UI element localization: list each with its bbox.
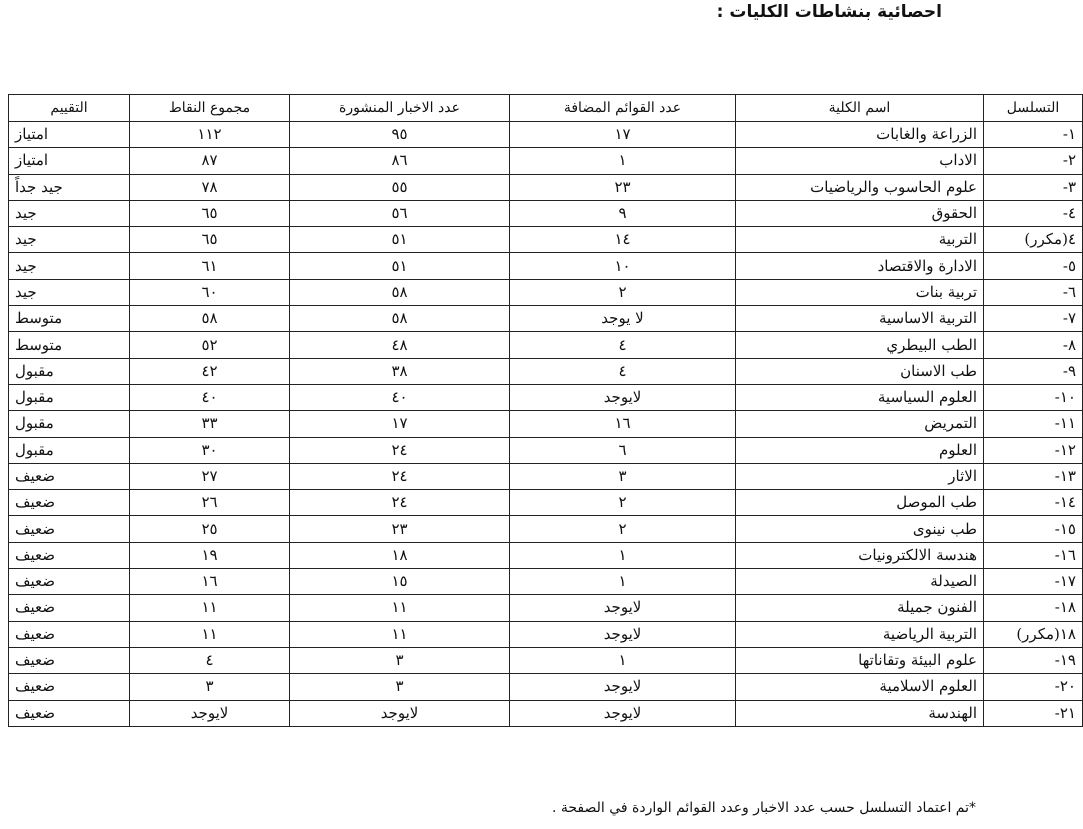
table-row — [9, 542, 1083, 568]
cell-rating: جيد — [9, 253, 130, 279]
header-news: عدد الاخبار المنشورة — [290, 95, 510, 122]
cell-name: التربية — [736, 227, 984, 253]
cell-rating: جيد — [9, 200, 130, 226]
cell-points: ٤٢ — [130, 358, 290, 384]
table-row — [9, 279, 1083, 305]
cell-points: ١٩ — [130, 542, 290, 568]
cell-seq: ١٧- — [984, 569, 1083, 595]
cell-name: الهندسة — [736, 700, 984, 726]
cell-points: ٣٠ — [130, 437, 290, 463]
cell-seq: ٢٠- — [984, 674, 1083, 700]
cell-points: لايوجد — [130, 700, 290, 726]
cell-seq: ٤(مكرر) — [984, 227, 1083, 253]
cell-news: ٤٠ — [290, 384, 510, 410]
cell-rating: امتياز — [9, 148, 130, 174]
cell-name: العلوم السياسية — [736, 384, 984, 410]
cell-seq: ١٤- — [984, 490, 1083, 516]
cell-news: ١٥ — [290, 569, 510, 595]
cell-seq: ٥- — [984, 253, 1083, 279]
cell-points: ٢٥ — [130, 516, 290, 542]
cell-lists: ١ — [510, 542, 736, 568]
cell-points: ٦٥ — [130, 200, 290, 226]
cell-rating: ضعيف — [9, 463, 130, 489]
cell-lists: ١٠ — [510, 253, 736, 279]
cell-news: ٢٤ — [290, 463, 510, 489]
cell-news: ٢٤ — [290, 490, 510, 516]
cell-lists: ١٦ — [510, 411, 736, 437]
cell-seq: ٢١- — [984, 700, 1083, 726]
table-row — [9, 647, 1083, 673]
cell-name: الادارة والاقتصاد — [736, 253, 984, 279]
cell-rating: ضعيف — [9, 700, 130, 726]
cell-lists: ٣ — [510, 463, 736, 489]
cell-lists: لا يوجد — [510, 306, 736, 332]
cell-rating: ضعيف — [9, 569, 130, 595]
cell-points: ١١ — [130, 595, 290, 621]
cell-news: لايوجد — [290, 700, 510, 726]
cell-news: ٩٥ — [290, 122, 510, 148]
table-row — [9, 200, 1083, 226]
cell-lists: لايوجد — [510, 384, 736, 410]
cell-points: ٢٦ — [130, 490, 290, 516]
table-row — [9, 332, 1083, 358]
cell-rating: ضعيف — [9, 647, 130, 673]
cell-news: ٣ — [290, 674, 510, 700]
table-row — [9, 148, 1083, 174]
cell-news: ٥١ — [290, 253, 510, 279]
cell-news: ٤٨ — [290, 332, 510, 358]
cell-name: التربية الاساسية — [736, 306, 984, 332]
cell-seq: ١٨- — [984, 595, 1083, 621]
table-row — [9, 674, 1083, 700]
cell-points: ٣ — [130, 674, 290, 700]
cell-rating: امتياز — [9, 122, 130, 148]
cell-lists: ٤ — [510, 332, 736, 358]
cell-points: ٤٠ — [130, 384, 290, 410]
cell-lists: لايوجد — [510, 700, 736, 726]
cell-rating: ضعيف — [9, 490, 130, 516]
header-lists: عدد القوائم المضافة — [510, 95, 736, 122]
table-row — [9, 437, 1083, 463]
cell-name: طب الموصل — [736, 490, 984, 516]
cell-rating: متوسط — [9, 332, 130, 358]
cell-name: الاثار — [736, 463, 984, 489]
table-row — [9, 306, 1083, 332]
cell-rating: مقبول — [9, 358, 130, 384]
cell-news: ١٨ — [290, 542, 510, 568]
cell-points: ٥٨ — [130, 306, 290, 332]
cell-points: ٢٧ — [130, 463, 290, 489]
cell-rating: ضعيف — [9, 621, 130, 647]
cell-lists: ١٧ — [510, 122, 736, 148]
table-body — [9, 122, 1083, 727]
cell-lists: ٢ — [510, 279, 736, 305]
cell-news: ٥٦ — [290, 200, 510, 226]
cell-points: ٦١ — [130, 253, 290, 279]
table-row — [9, 174, 1083, 200]
cell-news: ٣٨ — [290, 358, 510, 384]
cell-news: ١١ — [290, 621, 510, 647]
cell-name: الصيدلة — [736, 569, 984, 595]
cell-seq: ٤- — [984, 200, 1083, 226]
cell-rating: جيد جداً — [9, 174, 130, 200]
footnote: *تم اعتماد التسلسل حسب عدد الاخبار وعدد القوائم الواردة في الصفحة . — [551, 800, 976, 816]
cell-rating: جيد — [9, 227, 130, 253]
cell-points: ٨٧ — [130, 148, 290, 174]
cell-name: العلوم — [736, 437, 984, 463]
table-row — [9, 595, 1083, 621]
header-points: مجموع النقاط — [130, 95, 290, 122]
cell-name: الفنون جميلة — [736, 595, 984, 621]
cell-seq: ٣- — [984, 174, 1083, 200]
cell-rating: مقبول — [9, 411, 130, 437]
cell-lists: لايوجد — [510, 595, 736, 621]
cell-lists: لايوجد — [510, 674, 736, 700]
cell-seq: ١٨(مكرر) — [984, 621, 1083, 647]
cell-rating: جيد — [9, 279, 130, 305]
cell-name: العلوم الاسلامية — [736, 674, 984, 700]
cell-seq: ١٣- — [984, 463, 1083, 489]
cell-lists: ١٤ — [510, 227, 736, 253]
cell-news: ٥١ — [290, 227, 510, 253]
table-row — [9, 227, 1083, 253]
cell-seq: ١٦- — [984, 542, 1083, 568]
cell-news: ١٧ — [290, 411, 510, 437]
cell-points: ٣٣ — [130, 411, 290, 437]
cell-lists: لايوجد — [510, 621, 736, 647]
cell-name: التمريض — [736, 411, 984, 437]
cell-name: الحقوق — [736, 200, 984, 226]
cell-lists: ٩ — [510, 200, 736, 226]
cell-news: ٥٥ — [290, 174, 510, 200]
table-row — [9, 411, 1083, 437]
cell-news: ٣ — [290, 647, 510, 673]
cell-news: ٨٦ — [290, 148, 510, 174]
cell-points: ٥٢ — [130, 332, 290, 358]
cell-points: ١١ — [130, 621, 290, 647]
cell-name: طب الاسنان — [736, 358, 984, 384]
cell-name: هندسة الالكترونيات — [736, 542, 984, 568]
cell-seq: ١٥- — [984, 516, 1083, 542]
cell-seq: ١١- — [984, 411, 1083, 437]
cell-lists: ١ — [510, 647, 736, 673]
page-title: احصائية بنشاطات الكليات : — [716, 2, 942, 22]
colleges-stats-table — [8, 94, 1083, 727]
cell-rating: متوسط — [9, 306, 130, 332]
header-seq: التسلسل — [984, 95, 1083, 122]
cell-rating: مقبول — [9, 437, 130, 463]
cell-lists: ٤ — [510, 358, 736, 384]
cell-news: ٢٣ — [290, 516, 510, 542]
cell-name: الاداب — [736, 148, 984, 174]
cell-name: تربية بنات — [736, 279, 984, 305]
cell-name: علوم الحاسوب والرياضيات — [736, 174, 984, 200]
cell-name: التربية الرياضية — [736, 621, 984, 647]
table-row — [9, 122, 1083, 148]
cell-name: طب نينوى — [736, 516, 984, 542]
cell-points: ١١٢ — [130, 122, 290, 148]
cell-name: الطب البيطري — [736, 332, 984, 358]
cell-name: الزراعة والغابات — [736, 122, 984, 148]
cell-seq: ٩- — [984, 358, 1083, 384]
cell-rating: ضعيف — [9, 516, 130, 542]
table-row — [9, 516, 1083, 542]
cell-rating: ضعيف — [9, 542, 130, 568]
cell-seq: ٦- — [984, 279, 1083, 305]
table-row — [9, 569, 1083, 595]
cell-lists: ١ — [510, 148, 736, 174]
cell-points: ٤ — [130, 647, 290, 673]
cell-seq: ٢- — [984, 148, 1083, 174]
cell-seq: ١٢- — [984, 437, 1083, 463]
cell-news: ١١ — [290, 595, 510, 621]
cell-name: علوم البيئة وتقاناتها — [736, 647, 984, 673]
table-row — [9, 463, 1083, 489]
table-row — [9, 490, 1083, 516]
cell-seq: ٨- — [984, 332, 1083, 358]
cell-seq: ٧- — [984, 306, 1083, 332]
cell-news: ٢٤ — [290, 437, 510, 463]
cell-seq: ١٩- — [984, 647, 1083, 673]
cell-lists: ٢ — [510, 490, 736, 516]
table-row — [9, 384, 1083, 410]
cell-points: ٧٨ — [130, 174, 290, 200]
cell-news: ٥٨ — [290, 306, 510, 332]
table-row — [9, 358, 1083, 384]
cell-points: ٦٥ — [130, 227, 290, 253]
table-row — [9, 700, 1083, 726]
cell-seq: ١- — [984, 122, 1083, 148]
header-name: اسم الكلية — [736, 95, 984, 122]
cell-rating: ضعيف — [9, 674, 130, 700]
header-rating: التقييم — [9, 95, 130, 122]
cell-news: ٥٨ — [290, 279, 510, 305]
cell-points: ٦٠ — [130, 279, 290, 305]
table-header-row — [9, 95, 1083, 122]
cell-seq: ١٠- — [984, 384, 1083, 410]
cell-lists: ١ — [510, 569, 736, 595]
cell-points: ١٦ — [130, 569, 290, 595]
cell-rating: مقبول — [9, 384, 130, 410]
cell-lists: ٢٣ — [510, 174, 736, 200]
table-row — [9, 621, 1083, 647]
table-row — [9, 253, 1083, 279]
cell-lists: ٢ — [510, 516, 736, 542]
cell-rating: ضعيف — [9, 595, 130, 621]
cell-lists: ٦ — [510, 437, 736, 463]
